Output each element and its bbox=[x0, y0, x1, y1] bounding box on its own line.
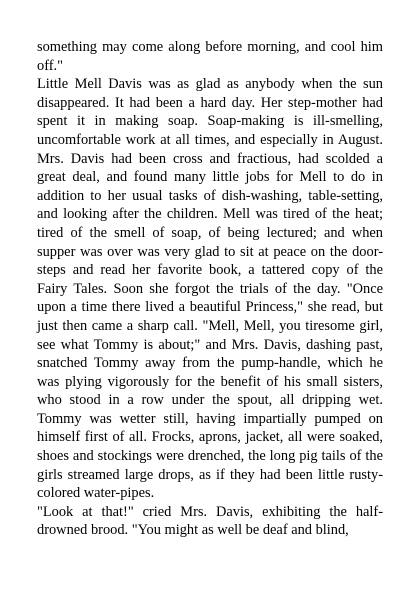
paragraph-1: something may come along before morning, and cool him off." bbox=[37, 39, 383, 74]
document-page bbox=[37, 38, 383, 540]
paragraph-2: Little Mell Davis was as glad as anybody when the sun disappeared. It had been a hard day. Her step-mother had spent it in making soap. Soap-making is ill-smelling, uncomfortable work at all times, and especially in August. Mrs. Davis had been cross and fractious, had scolded a great deal, and found many little jobs for Mell to do in addition to her usual tasks of dish-washing, table-setting, and looking after the children. Mell was tired of the heat; tired of the smell of soap, of being lectured; and when supper was over was very glad to sit at peace on the door-steps and read her favorite book, a tattered copy of the Fairy Tales. Soon she forgot the trials of the day. "Once upon a time there lived a beautiful Princess," she read, but just then came a sharp call. "Mell, Mell, you tiresome girl, see what Tommy is about;" and Mrs. Davis, dashing past, snatched Tommy away from the pump-handle, which he was plying vigorously for the benefit of his small sisters, who stood in a row under the spout, all dripping wet. Tommy was wetter still, having impartially pumped on himself first of all. Frocks, aprons, jacket, all were soaked, shoes and stockings were drenched, the long pig tails of the girls streamed large drops, as if they had been little rusty-colored water-pipes. bbox=[37, 76, 383, 502]
paragraph-3: "Look at that!" cried Mrs. Davis, exhibiting the half-drowned brood. "You might as well be deaf and blind, bbox=[37, 503, 383, 539]
